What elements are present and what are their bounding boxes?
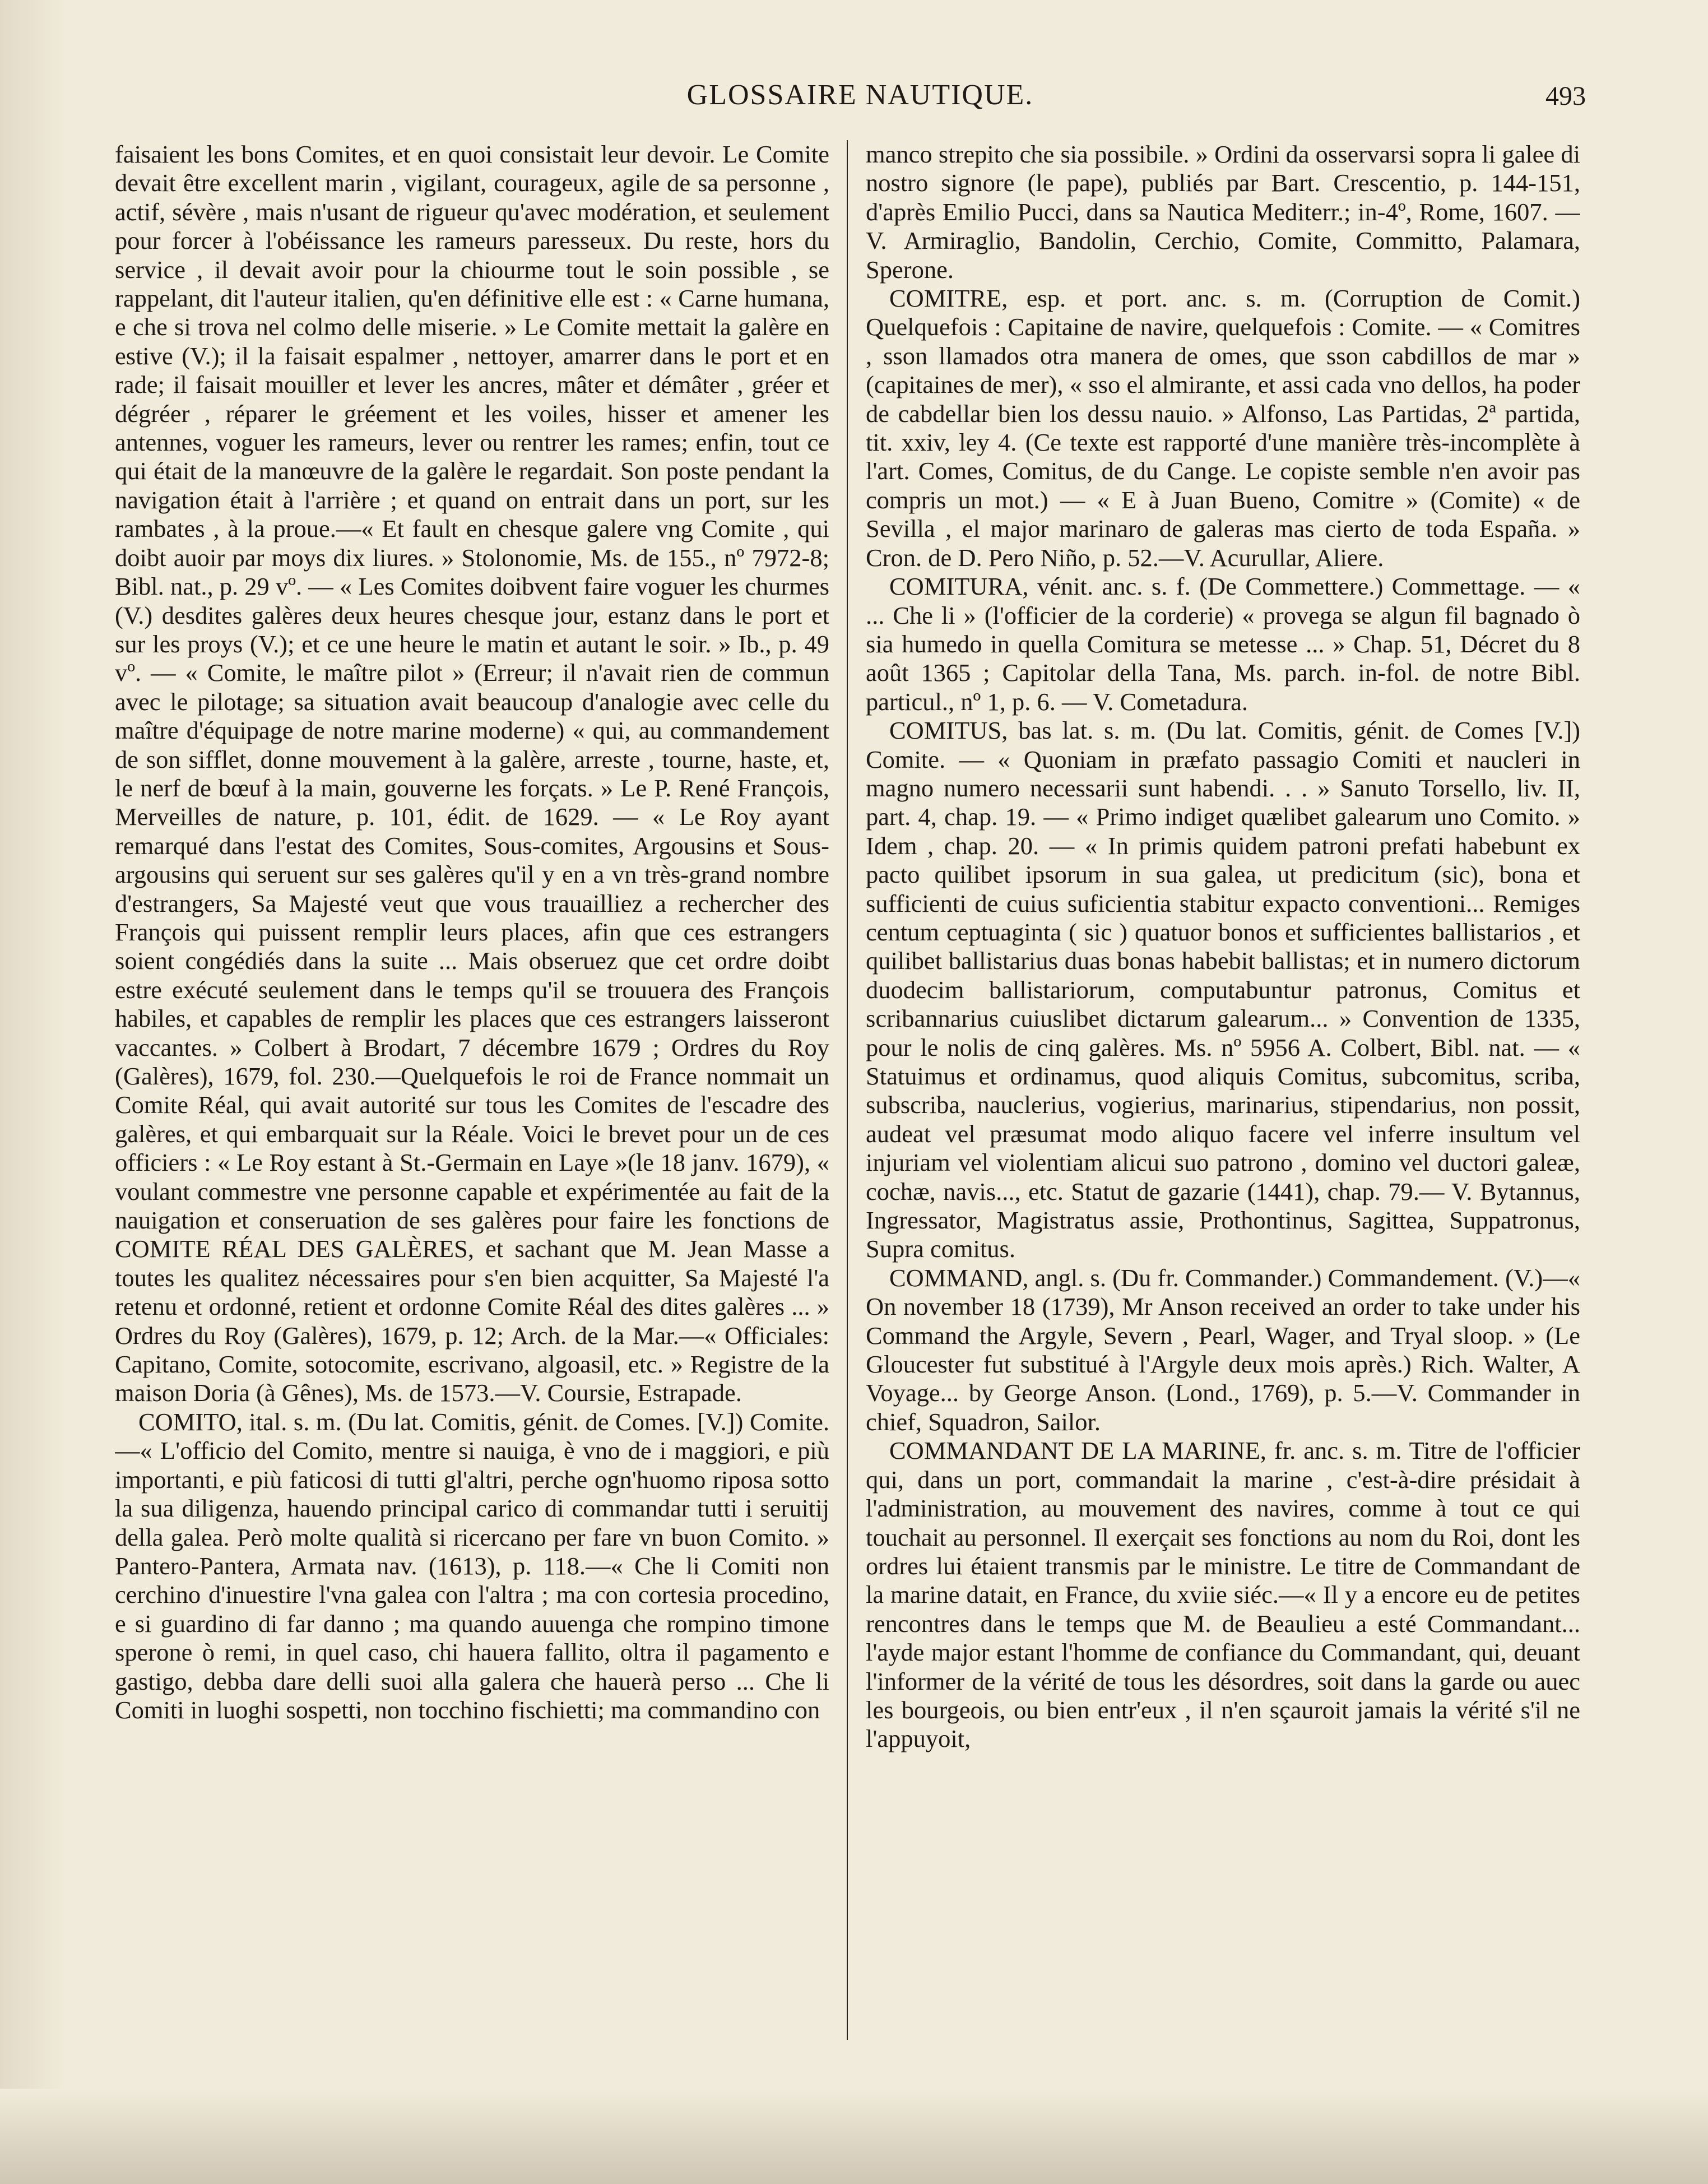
page-header (134, 78, 1586, 129)
paragraph-comite-continued: faisaient les bons Comites, et en quoi consistait leur devoir. Le Comite devait être excellent marin , vigilant, courageux, agile de sa personne , actif, sévère , mais n'usant de rigueur qu'avec modération, et seulement pour forcer à l'obéissance les rameurs paresseux. Du reste, hors du service , il devait avoir pour la chiourme tout le soin possible , se rappelant, dit l'auteur italien, qu'en définitive elle est : « Carne humana, e che si trova nel colmo delle miserie. » Le Comite mettait la galère en estive (V.); il la faisait espalmer , nettoyer, amarrer dans le port et en rade; il faisait mouiller et lever les ancres, mâter et démâter , gréer et dégréer , réparer le gréement et les voiles, hisser et amener les antennes, voguer les rameurs, lever ou rentrer les rames; enfin, tout ce qui était de la manœuvre de la galère le regardait. Son poste pendant la navigation était à l'arrière ; et quand on entrait dans un port, sur les rambates , à la proue.—« Et fault en chesque galere vng Comite , qui doibt auoir par moys dix liures. » Stolonomie, Ms. de 155., nº 7972-8; Bibl. nat., p. 29 vº. — « Les Comites doibvent faire voguer les churmes (V.) desdites galères deux heures chesque jour, estanz dans le port et sur les proys (V.); et ce une heure le matin et autant le soir. » Ib., p. 49 vº. — « Comite, le maître pilot » (Erreur; il n'avait rien de commun avec le pilotage; sa situation avait beaucoup d'analogie avec celle du maître d'équipage de notre marine moderne) « qui, au commandement de son sifflet, donne mouvement à la galère, arreste , tourne, haste, et, le nerf de bœuf à la main, gouverne les forçats. » Le P. René François, Merveilles de nature, p. 101, édit. de 1629. — « Le Roy ayant remarqué dans l'estat des Comites, Sous-comites, Argousins et Sous-argousins qui seruent sur ses galères qu'il y en a vn très-grand nombre d'estrangers, Sa Majesté veut que vous trauailliez a rechercher des François qui puissent remplir leurs places, afin que ces estrangers soient congédiés dans la suite ... Mais obseruez que cet ordre doibt estre exécuté seulement dans le temps qu'il se trouuera des François habiles, et capables de remplir les places que ces estrangers laisseront vaccantes. » Colbert à Brodart, 7 décembre 1679 ; Ordres du Roy (Galères), 1679, fol. 230.—Quelquefois le roi de France nommait un Comite Réal, qui avait autorité sur tous les Comites de l'escadre des galères, et qui embarquait sur la Réale. Voici le brevet pour un de ces officiers : « Le Roy estant à St.-Germain en Laye »(le 18 janv. 1679), « voulant commestre vne personne capable et expérimentée au fait de la nauigation et conseruation de ses galères pour faire les fonctions de COMITE RÉAL DES GALÈRES, et sachant que M. Jean Masse a toutes les qualitez nécessaires pour s'en bien acquitter, Sa Majesté l'a retenu et ordonné, retient et ordonne Comite Réal des dites galères ... » Ordres du Roy (Galères), 1679, p. 12; Arch. de la Mar.—« Officiales: Capitano, Comite, sotocomite, escrivano, algoasil, etc. » Registre de la maison Doria (à Gênes), Ms. de 1573.—V. Coursie, Estrapade. (115, 140, 829, 1407)
right-column (866, 140, 1580, 2040)
entry-comitus: COMITUS, bas lat. s. m. (Du lat. Comitis, génit. de Comes [V.]) Comite. — « Quoniam in præfato passagio Comiti et naucleri in magno numero necessarii sunt habendi. . . » Sanuto Torsello, liv. II, part. 4, chap. 19. — « Primo indiget quælibet galearum uno Comito. » Idem , chap. 20. — « In primis quidem patroni prefati habebunt ex pacto quilibet ipsorum in sua galea, ut predicitum (sic), bona et sufficienti de cuius suficientia stabitur expacto conventioni... Remiges centum ceptuaginta ( sic ) quatuor bonos et sufficientes ballistarios , et quilibet ballistarius duas bonas habebit ballistas; et in numero dictorum duodecim ballistariorum, computabuntur patronus, Comitus et scribannarius cuiuslibet dictarum galearum... » Convention de 1335, pour le nolis de cinq galères. Ms. nº 5956 A. Colbert, Bibl. nat. — « Statuimus et ordinamus, quod aliquis Comitus, subcomitus, scriba, subscriba, nauclerius, vogierius, marinarius, stipendarius, non possit, audeat vel præsumat modo aliquo facere vel inferre insultum vel injuriam vel violentiam alicui suo patrono , domino vel ductori galeæ, cochæ, navis..., etc. Statut de gazarie (1441), chap. 79.— V. Bytannus, Ingressator, Magistratus assie, Prothontinus, Sagittea, Suppatronus, Supra comitus. (866, 716, 1580, 1263)
page-edge-shadow (0, 0, 67, 2184)
left-column (115, 140, 829, 2040)
paragraph-comito-continued: manco strepito che sia possibile. » Ordini da osservarsi sopra li galee di nostro signore (le pape), publiés par Bart. Crescentio, p. 144-151, d'après Emilio Pucci, dans sa Nautica Mediterr.; in-4º, Rome, 1607. — V. Armiraglio, Bandolin, Cerchio, Comite, Committo, Palamara, Sperone. (866, 140, 1580, 284)
page-number: 493 (1545, 81, 1586, 111)
page-title: GLOSSAIRE NAUTIQUE. (686, 79, 1034, 111)
page-bottom-shadow (0, 2089, 1708, 2184)
entry-comitura: COMITURA, vénit. anc. s. f. (De Commettere.) Commettage. — « ... Che li » (l'officier de la corderie) « provega se algun fil bagnado ò sia humedo in quella Comitura se metesse ... » Chap. 51, Décret du 8 août 1365 ; Capitolar della Tana, Ms. parch. in-fol. de notre Bibl. particul., nº 1, p. 6. — V. Cometadura. (866, 572, 1580, 716)
entry-comito: COMITO, ital. s. m. (Du lat. Comitis, génit. de Comes. [V.]) Comite.—« L'officio del Comito, mentre si nauiga, è vno de i maggiori, e più importanti, e più faticosi di tutti gl'altri, perche ogn'huomo riposa sotto la sua diligenza, hauendo principal carico di commandar tutti i seruitij della galea. Però molte qualità si ricercano per fare vn buon Comito. » Pantero-Pantera, Armata nav. (1613), p. 118.—« Che li Comiti non cerchino d'inuestire l'vna galea con l'altra ; ma con cortesia procedino, e si guardino di far danno ; ma quando auuenga che rompino timone sperone ò remi, in quel caso, chi hauera fallito, oltra il pagamento e gastigo, debba dare delli suoi alla galera che hauerà perso ... Che li Comiti in luoghi sospetti, non tocchino fischietti; ma commandino con (115, 1407, 829, 1724)
column-divider (847, 140, 848, 2040)
entry-comitre: COMITRE, esp. et port. anc. s. m. (Corruption de Comit.) Quelquefois : Capitaine de navire, quelquefois : Comite. — « Comitres , sson llamados otra manera de omes, que sson cabdillos de mar » (capitaines de mer), « sso el almirante, et assi cada vno dellos, ha poder de cabdellar bien los dessu nauio. » Alfonso, Las Partidas, 2ª partida, tit. xxiv, ley 4. (Ce texte est rapporté d'une manière très-incomplète à l'art. Comes, Comitus, de du Cange. Le copiste semble n'en avoir pas compris un mot.) — « E à Juan Bueno, Comitre » (Comite) « de Sevilla , el major marinaro de galeras mas cierto de toda España. » Cron. de D. Pero Niño, p. 52.—V. Acurullar, Aliere. (866, 284, 1580, 572)
entry-commandant-de-la-marine: COMMANDANT DE LA MARINE, fr. anc. s. m. Titre de l'officier qui, dans un port, commandait la marine , c'est-à-dire présidait à l'administration, au mouvement des navires, comme à tout ce qui touchait au personnel. Il exerçait ses fonctions au nom du Roi, dont les ordres lui étaient transmis par le ministre. Le titre de Commandant de la marine datait, en France, du xviie siéc.—« Il y a encore eu de petites rencontres dans le temps que M. de Beaulieu a esté Commandant... l'ayde major estant l'homme de confiance du Commandant, qui, deuant l'informer de la vérité de tous les désordres, soit dans la garde ou auec les bourgeois, ou bien entr'eux , il n'en sçauroit jamais la vérité s'il ne l'appuyoit, (866, 1436, 1580, 1753)
entry-command: COMMAND, angl. s. (Du fr. Commander.) Commandement. (V.)—« On november 18 (1739), Mr Anson received an order to take under his Command the Argyle, Severn , Pearl, Wager, and Tryal sloop. » (Le Gloucester fut substitué à l'Argyle deux mois après.) Rich. Walter, A Voyage... by George Anson. (Lond., 1769), p. 5.—V. Commander in chief, Squadron, Sailor. (866, 1263, 1580, 1436)
